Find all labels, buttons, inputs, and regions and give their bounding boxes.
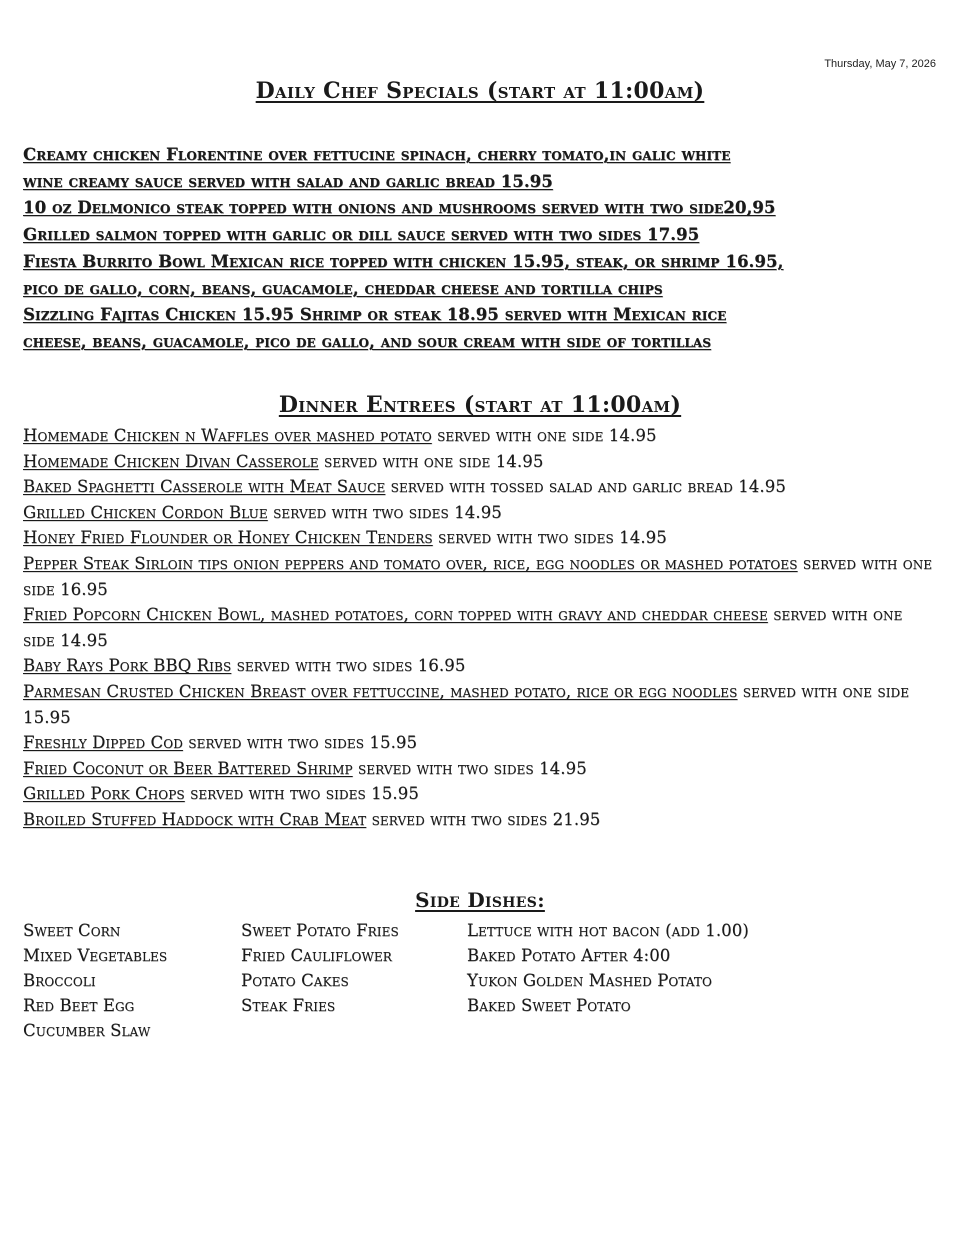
sides-column-1 [23,918,167,1043]
entree-details: served with two sides 14.95 [352,758,587,778]
entree-item [23,807,938,833]
entree-details: served with one side 16.95 [23,553,933,599]
entree-name: Baked Spaghetti Casserole with Meat Sauce [23,477,386,497]
side-item: Lettuce with hot bacon (add 1.00) [467,921,749,940]
side-item: Cucumber Slaw [23,1021,151,1040]
entree-item [23,679,938,730]
entrees-heading: Dinner Entrees (start at 11:00am) [278,392,682,418]
entree-details: served with two sides 15.95 [182,733,418,753]
side-item: Baked Sweet Potato [467,996,631,1015]
entree-item [23,525,938,551]
entree-item [23,500,938,526]
entree-item [23,602,938,653]
entree-details: served with tossed salad and garlic bread 14.95 [385,477,786,497]
side-item: Red Beet Egg [23,996,135,1015]
menu-date: Thursday, May 7, 2026 [824,58,936,70]
sides-column-2 [241,918,399,1018]
side-item: Mixed Vegetables [23,946,168,965]
entree-details: served with one side 14.95 [431,426,657,445]
entree-details: served with two sides 21.95 [366,809,601,829]
special-line: Fiesta Burrito Bowl Mexican rice topped with chicken 15.95, steak, or shrimp 16.95, [23,251,784,271]
entree-details: served with one side 15.95 [23,681,910,727]
side-item: Steak Fries [241,996,336,1015]
special-line: Creamy chicken Florentine over fettucine spinach, cherry tomato,in galic white [23,145,731,164]
entree-details: served with one side 14.95 [318,451,544,471]
entree-name: Fried Popcorn Chicken Bowl, mashed potatoes, corn topped with gravy and cheddar cheese [23,605,768,625]
side-item: Sweet Corn [23,921,121,940]
entree-details: served with two sides 14.95 [432,528,667,548]
entree-name: Grilled Pork Chops [23,784,185,804]
entree-name: Broiled Stuffed Haddock with Crab Meat [23,809,367,829]
entree-item [23,730,938,756]
specials-heading: Daily Chef Specials (start at 11:00am) [255,78,705,104]
special-line: pico de gallo, corn, beans, guacamole, cheddar cheese and tortilla chips [23,278,663,298]
sides-heading: Side Dishes: [415,888,545,912]
special-line: Grilled salmon topped with garlic or dill sauce served with two sides 17.95 [23,225,700,245]
entree-item [23,781,938,807]
entree-name: Freshly Dipped Cod [23,733,183,753]
special-line: wine creamy sauce served with salad and garlic bread 15.95 [23,171,553,191]
side-item: Fried Cauliflower [241,946,392,965]
entree-name: Homemade Chicken Divan Casserole [23,451,319,471]
entree-name: Homemade Chicken n Waffles over mashed potato [23,426,432,445]
sides-column-3 [467,918,749,1018]
entree-name: Grilled Chicken Cordon Blue [23,502,268,522]
side-item: Baked Potato After 4:00 [467,946,671,965]
entree-item [23,653,938,679]
entree-name: Pepper Steak Sirloin tips onion peppers and tomato over, rice, egg noodles or mashed potatoes [23,553,798,573]
entree-item [23,449,938,475]
entree-name: Baby Rays Pork BBQ Ribs [23,656,232,676]
side-item: Yukon Golden Mashed Potato [467,971,712,990]
special-line: cheese, beans, guacamole, pico de gallo, and sour cream with side of tortillas [23,331,712,351]
entree-name: Parmesan Crusted Chicken Breast over fettuccine, mashed potato, rice or egg noodles [23,681,738,701]
entree-details: served with two sides 15.95 [184,784,419,804]
side-item: Broccoli [23,971,96,990]
entree-name: Honey Fried Flounder or Honey Chicken Tenders [23,528,433,548]
entree-details: served with two sides 16.95 [231,656,466,676]
side-item: Potato Cakes [241,971,349,990]
special-line: Sizzling Fajitas Chicken 15.95 Shrimp or steak 18.95 served with Mexican rice [23,305,727,325]
entrees-list [23,423,938,833]
entree-details: served with two sides 14.95 [267,502,502,522]
specials-list [23,142,938,356]
entree-name: Fried Coconut or Beer Battered Shrimp [23,758,353,778]
entree-details: served with one side 14.95 [23,605,903,650]
entree-item [23,474,938,500]
special-line: 10 oz Delmonico steak topped with onions and mushrooms served with two side20,95 [23,198,776,218]
entree-item [23,551,938,602]
entree-item [23,756,938,782]
entree-item [23,423,938,449]
side-item: Sweet Potato Fries [241,921,399,940]
